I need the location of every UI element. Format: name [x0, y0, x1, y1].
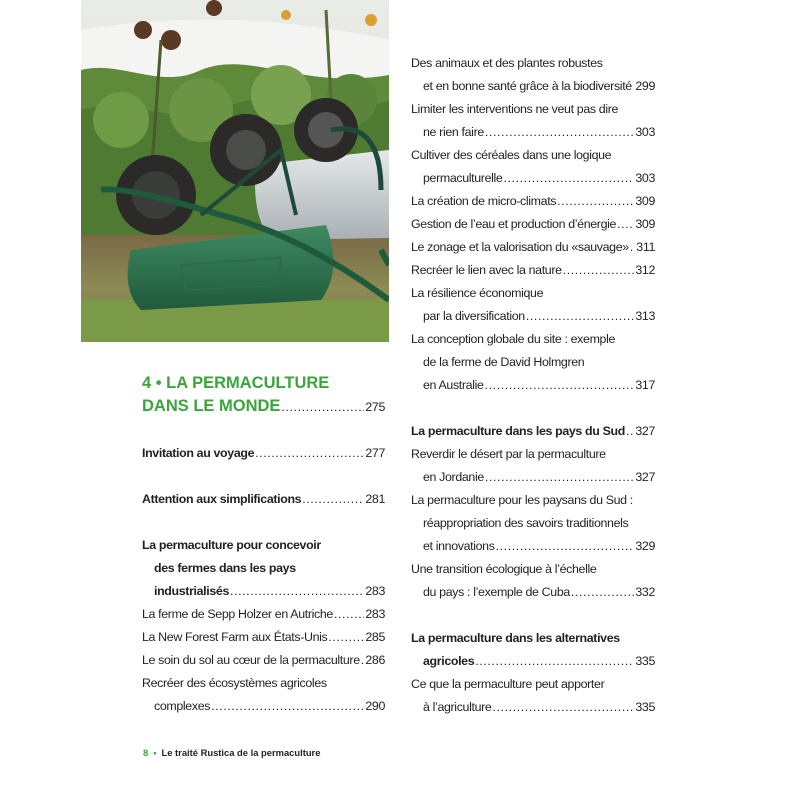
entry-title-line: de la ferme de David Holmgren — [423, 355, 585, 369]
dot-leader — [630, 236, 635, 259]
entry-page-number: 285 — [365, 630, 385, 644]
entry-title-line: des fermes dans les pays — [154, 561, 296, 575]
chapter-heading[interactable] — [142, 372, 385, 419]
toc-entry[interactable] — [411, 558, 655, 604]
entry-title-line: Limiter les interventions ne veut pas dire — [411, 102, 619, 116]
entry-page-number: 309 — [635, 194, 655, 208]
chapter-title-line1: 4 • LA PERMACULTURE — [142, 374, 330, 392]
entry-title-line: Reverdir le désert par la permaculture — [411, 447, 606, 461]
toc-entry[interactable] — [411, 52, 655, 98]
entry-title-line: La permaculture pour les paysans du Sud : — [411, 493, 633, 507]
entry-page-number: 303 — [635, 171, 655, 185]
entry-page-number: 312 — [635, 263, 655, 277]
entry-title: Recréer le lien avec la nature — [411, 263, 562, 277]
entry-title: Attention aux simplifications — [142, 492, 302, 506]
entry-page-number: 283 — [365, 584, 385, 598]
toc-right-column — [411, 52, 655, 719]
entry-title-line: La permaculture pour concevoir — [142, 538, 321, 552]
toc-entry[interactable] — [411, 443, 655, 489]
dot-leader — [361, 649, 365, 672]
dot-leader — [485, 121, 634, 144]
toc-entry[interactable] — [142, 672, 385, 718]
dot-leader — [475, 650, 634, 673]
page-footer — [143, 747, 320, 758]
dot-leader — [626, 420, 634, 443]
dot-leader — [492, 696, 634, 719]
entry-title: La permaculture dans les pays du Sud — [411, 424, 625, 438]
toc-entry[interactable] — [142, 488, 385, 511]
dot-leader — [563, 259, 635, 282]
entry-page-number: 281 — [365, 492, 385, 506]
toc-left-column — [142, 372, 385, 718]
entry-title-line: Des animaux et des plantes robustes — [411, 56, 603, 70]
entry-title-line: du pays : l’exemple de Cuba — [423, 585, 570, 599]
entry-title-line: Ce que la permaculture peut apporter — [411, 677, 605, 691]
entry-title: La New Forest Farm aux États-Unis — [142, 630, 328, 644]
entry-title-line: permaculturelle — [423, 171, 503, 185]
entry-title-line: en Australie — [423, 378, 484, 392]
toc-entry[interactable] — [411, 213, 655, 236]
entry-title: Gestion de l’eau et production d’énergie — [411, 217, 617, 231]
toc-entry[interactable] — [411, 236, 655, 259]
entry-title-line: Cultiver des céréales dans une logique — [411, 148, 612, 162]
toc-entry[interactable] — [142, 626, 385, 649]
toc-entry[interactable] — [411, 627, 655, 673]
entry-title-line: Recréer des écosystèmes agricoles — [142, 676, 327, 690]
toc-entry[interactable] — [411, 673, 655, 719]
dot-leader — [503, 167, 634, 190]
dot-leader — [334, 603, 364, 626]
entry-title-line: à l’agriculture — [423, 700, 492, 714]
entry-page-number: 313 — [635, 309, 655, 323]
entry-page-number: 329 — [635, 539, 655, 553]
dot-leader — [302, 488, 364, 511]
entry-page-number: 311 — [636, 240, 655, 254]
entry-page-number: 303 — [635, 125, 655, 139]
entry-title: La création de micro-climats — [411, 194, 557, 208]
entry-title-line: et en bonne santé grâce à la biodiversité — [423, 79, 632, 93]
entry-page-number: 290 — [365, 699, 385, 713]
entry-page-number: 335 — [635, 654, 655, 668]
entry-title-line: agricoles — [423, 654, 475, 668]
photo-image-icon — [81, 0, 389, 342]
wheelbarrow-photo — [81, 0, 389, 342]
dot-leader — [571, 581, 634, 604]
entry-page-number: 299 — [635, 79, 655, 93]
toc-entry[interactable] — [142, 534, 385, 603]
toc-entry[interactable] — [142, 442, 385, 465]
entry-page-number: 332 — [635, 585, 655, 599]
entry-page-number: 335 — [635, 700, 655, 714]
footer-book-title: Le traité Rustica de la permaculture — [161, 747, 321, 758]
toc-entry[interactable] — [411, 190, 655, 213]
dot-leader — [557, 190, 634, 213]
dot-leader — [485, 466, 634, 489]
dot-leader — [496, 535, 635, 558]
entry-title: Le zonage et la valorisation du «sauvage» — [411, 240, 629, 254]
entry-title-line: en Jordanie — [423, 470, 484, 484]
toc-entry[interactable] — [411, 420, 655, 443]
entry-title-line: réappropriation des savoirs traditionnels — [423, 516, 629, 530]
chapter-title-line2: DANS LE MONDE — [142, 397, 281, 415]
entry-title: Le soin du sol au cœur de la permaculture — [142, 653, 360, 667]
entry-title-line: par la diversification — [423, 309, 525, 323]
toc-entry[interactable] — [411, 98, 655, 144]
entry-title-line: La permaculture dans les alternatives — [411, 631, 620, 645]
dot-leader — [633, 75, 635, 98]
entry-title-line: complexes — [154, 699, 211, 713]
entry-title: La ferme de Sepp Holzer en Autriche — [142, 607, 333, 621]
toc-entry[interactable] — [142, 649, 385, 672]
entry-title-line: La conception globale du site : exemple — [411, 332, 616, 346]
entry-title-line: et innovations — [423, 539, 495, 553]
footer-bullet: • — [153, 747, 157, 758]
dot-leader — [526, 305, 635, 328]
entry-page-number: 283 — [365, 607, 385, 621]
toc-entry[interactable] — [411, 282, 655, 328]
dot-leader — [211, 695, 364, 718]
footer-page-number: 8 — [143, 747, 149, 758]
toc-entry[interactable] — [411, 489, 655, 558]
toc-entry[interactable] — [411, 259, 655, 282]
entry-title-line: Une transition écologique à l’échelle — [411, 562, 597, 576]
entry-title-line: La résilience économique — [411, 286, 544, 300]
dot-leader — [255, 442, 364, 465]
entry-page-number: 317 — [635, 378, 655, 392]
dot-leader — [617, 213, 634, 236]
entry-page-number: 327 — [635, 470, 655, 484]
entry-page-number: 309 — [635, 217, 655, 231]
dot-leader — [328, 626, 364, 649]
dot-leader — [485, 374, 635, 397]
chapter-page-number: 275 — [365, 400, 385, 414]
entry-page-number: 286 — [365, 653, 385, 667]
entry-page-number: 327 — [635, 424, 655, 438]
entry-title-line: industrialisés — [154, 584, 229, 598]
dot-leader — [281, 396, 364, 419]
dot-leader — [230, 580, 364, 603]
entry-title-line: ne rien faire — [423, 125, 484, 139]
entry-page-number: 277 — [365, 446, 385, 460]
toc-entry[interactable] — [411, 144, 655, 190]
toc-entry[interactable] — [142, 603, 385, 626]
entry-title: Invitation au voyage — [142, 446, 255, 460]
toc-entry[interactable] — [411, 328, 655, 397]
